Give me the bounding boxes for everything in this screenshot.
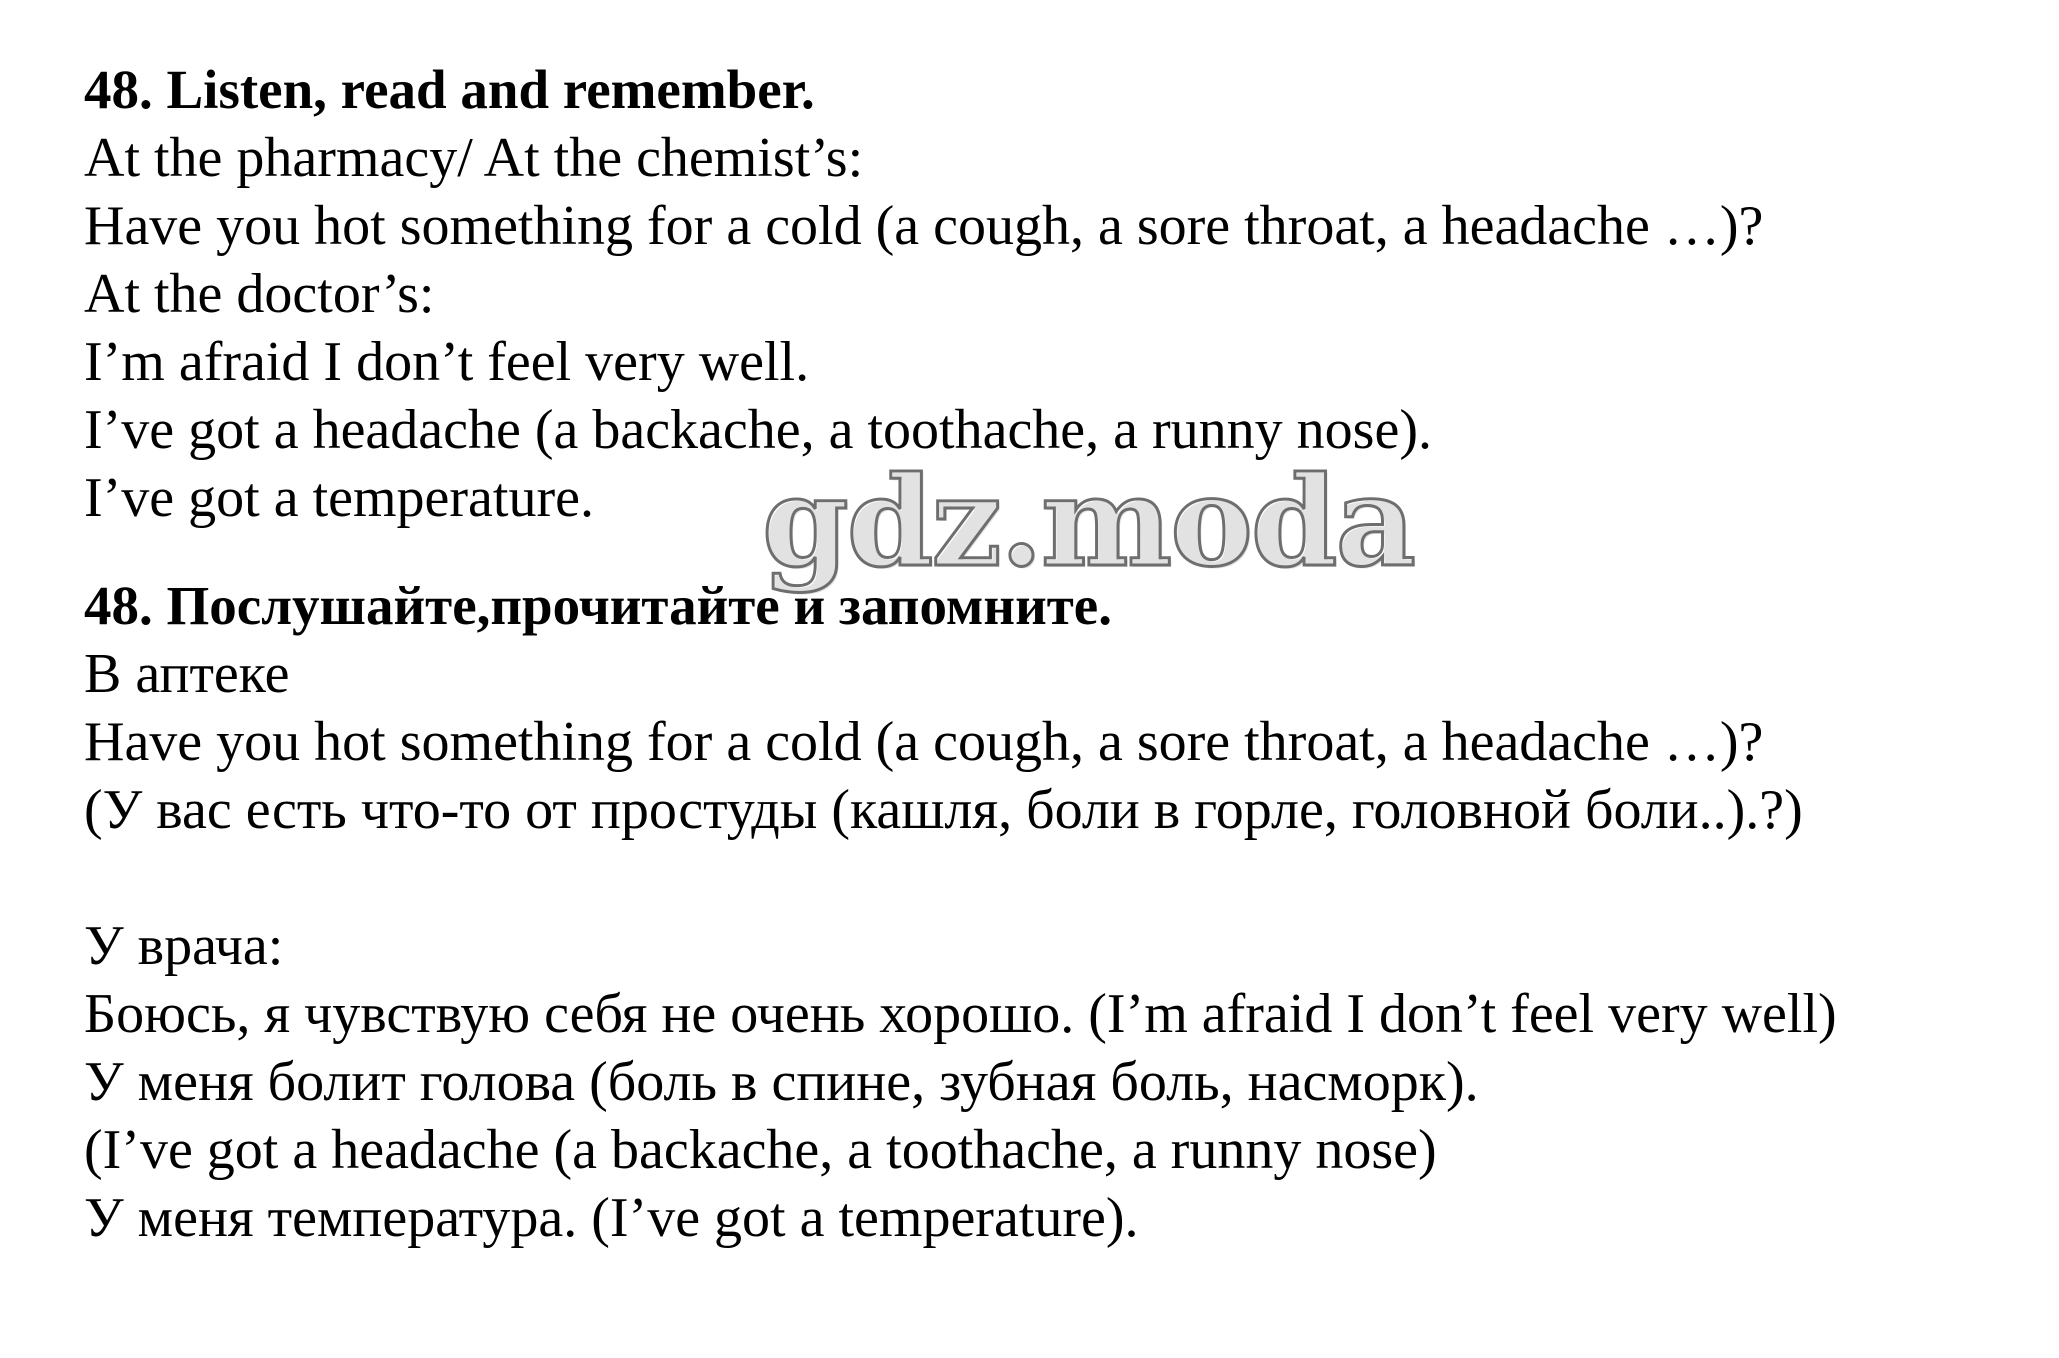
russian-line-cold-question: Have you hot something for a cold (a cough, a sore throat, a headache …)? [84,711,1764,773]
english-line-doctor: At the doctor’s: [84,263,435,325]
watermark-logo: gdz.moda [762,450,1414,595]
russian-line-afraid: Боюсь, я чувствую себя не очень хорошо. (I’m afraid I don’t feel very well) [84,983,1837,1045]
russian-line-doctor: У врача: [84,915,284,977]
english-line-pharmacy: At the pharmacy/ At the chemist’s: [84,127,864,189]
russian-heading: 48. Послушайте,прочитайте и запомните. [84,575,1112,636]
russian-line-cold-translation: (У вас есть что-то от простуды (кашля, боли в горле, головной боли..).?) [84,779,1803,841]
english-line-temperature: I’ve got a temperature. [84,467,594,529]
russian-line-headache-english: (I’ve got a headache (a backache, a toothache, a runny nose) [84,1119,1437,1181]
russian-line-headache: У меня болит голова (боль в спине, зубная боль, насморк). [84,1051,1479,1113]
english-heading: 48. Listen, read and remember. [84,59,815,120]
english-line-afraid: I’m afraid I don’t feel very well. [84,331,810,393]
russian-line-pharmacy: В аптеке [84,643,290,705]
english-line-headache: I’ve got a headache (a backache, a toothache, a runny nose). [84,399,1432,461]
russian-line-temperature: У меня температура. (I’ve got a temperature). [84,1187,1139,1249]
english-line-cold-question: Have you hot something for a cold (a cough, a sore throat, a headache …)? [84,195,1764,257]
